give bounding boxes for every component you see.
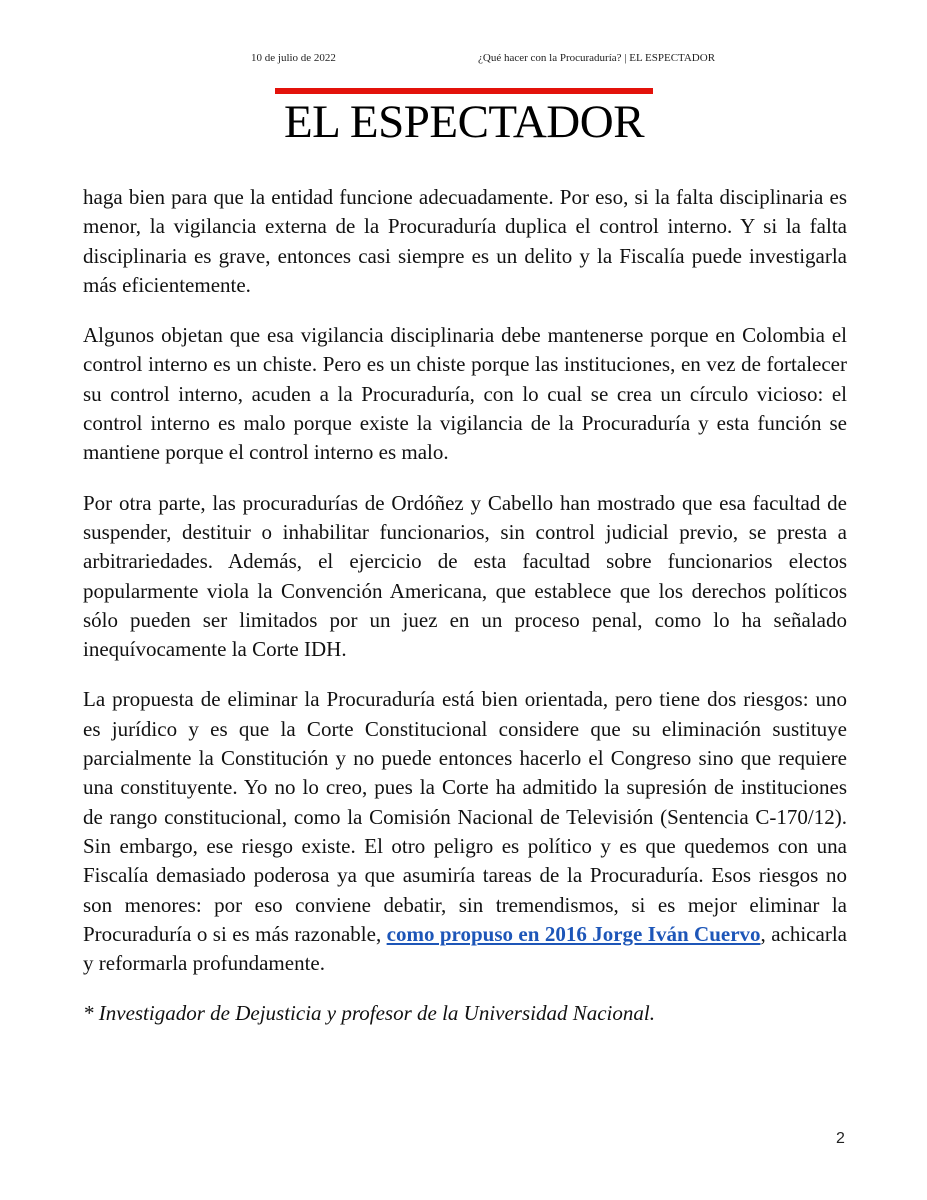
- paragraph-4-text-before-link: La propuesta de eliminar la Procuraduría está bien orientada, pero tiene dos riesgos: uno es jurídico y es que la Corte Constitucional considere que su eliminación sustituye parcialmente la Constitución y no puede entonces hacerlo el Congreso sino que requiere una constituyente. Yo no lo creo, pues la Corte ha admitido la supresión de instituciones de rango constitucional, como la Comisión Nacional de Televisión (Sentencia C-170/12). Sin embargo, ese riesgo existe. El otro peligro es político y es que quedemos con una Fiscalía demasiado poderosa ya que asumiría tareas de la Procuraduría. Esos riesgos no son menores: por eso conviene debatir, sin tremendismos, si es mejor eliminar la Procuraduría o si es más razonable,: [83, 687, 847, 946]
- newspaper-logo: EL ESPECTADOR: [283, 96, 645, 148]
- paragraph-4-text-after-link: , achicarla y reformarla profundamente.: [83, 921, 847, 976]
- cuervo-2016-proposal-link[interactable]: como propuso en 2016 Jorge Iván Cuervo: [386, 921, 761, 946]
- article-body: [83, 183, 847, 1050]
- print-page-title: ¿Qué hacer con la Procuraduría? | EL ESPECTADOR: [478, 52, 716, 64]
- print-header: [0, 52, 927, 68]
- print-date: 10 de julio de 2022: [251, 52, 336, 64]
- page-number: 2: [836, 1130, 845, 1147]
- masthead: [275, 88, 653, 148]
- article-paragraph-4: [83, 685, 847, 978]
- article-paragraph-1: haga bien para que la entidad funcione adecuadamente. Por eso, si la falta disciplinaria es menor, la vigilancia externa de la Procuraduría duplica el control interno. Y si la falta disciplinaria es grave, entonces casi siempre es un delito y la Fiscalía puede investigarla más eficientemente.: [83, 185, 847, 297]
- article-paragraph-2: Algunos objetan que esa vigilancia disciplinaria debe mantenerse porque en Colombia el control interno es un chiste. Pero es un chiste porque las instituciones, en vez de fortalecer su control interno, acuden a la Procuraduría, con lo cual se crea un círculo vicioso: el control interno es malo porque existe la vigilancia de la Procuraduría y esta función se mantiene porque el control interno es malo.: [83, 323, 847, 465]
- author-note: * Investigador de Dejusticia y profesor de la Universidad Nacional.: [83, 1001, 655, 1026]
- article-paragraph-3: Por otra parte, las procuradurías de Ordóñez y Cabello han mostrado que esa facultad de suspender, destituir o inhabilitar funcionarios, sin control judicial previo, se presta a arbitrariedades. Además, el ejercicio de esta facultad sobre funcionarios electos popularmente viola la Convención Americana, que establece que los derechos políticos sólo pueden ser limitados por un juez en un proceso penal, como lo ha señalado inequívocamente la Corte IDH.: [83, 490, 847, 662]
- masthead-red-bar: [275, 88, 653, 94]
